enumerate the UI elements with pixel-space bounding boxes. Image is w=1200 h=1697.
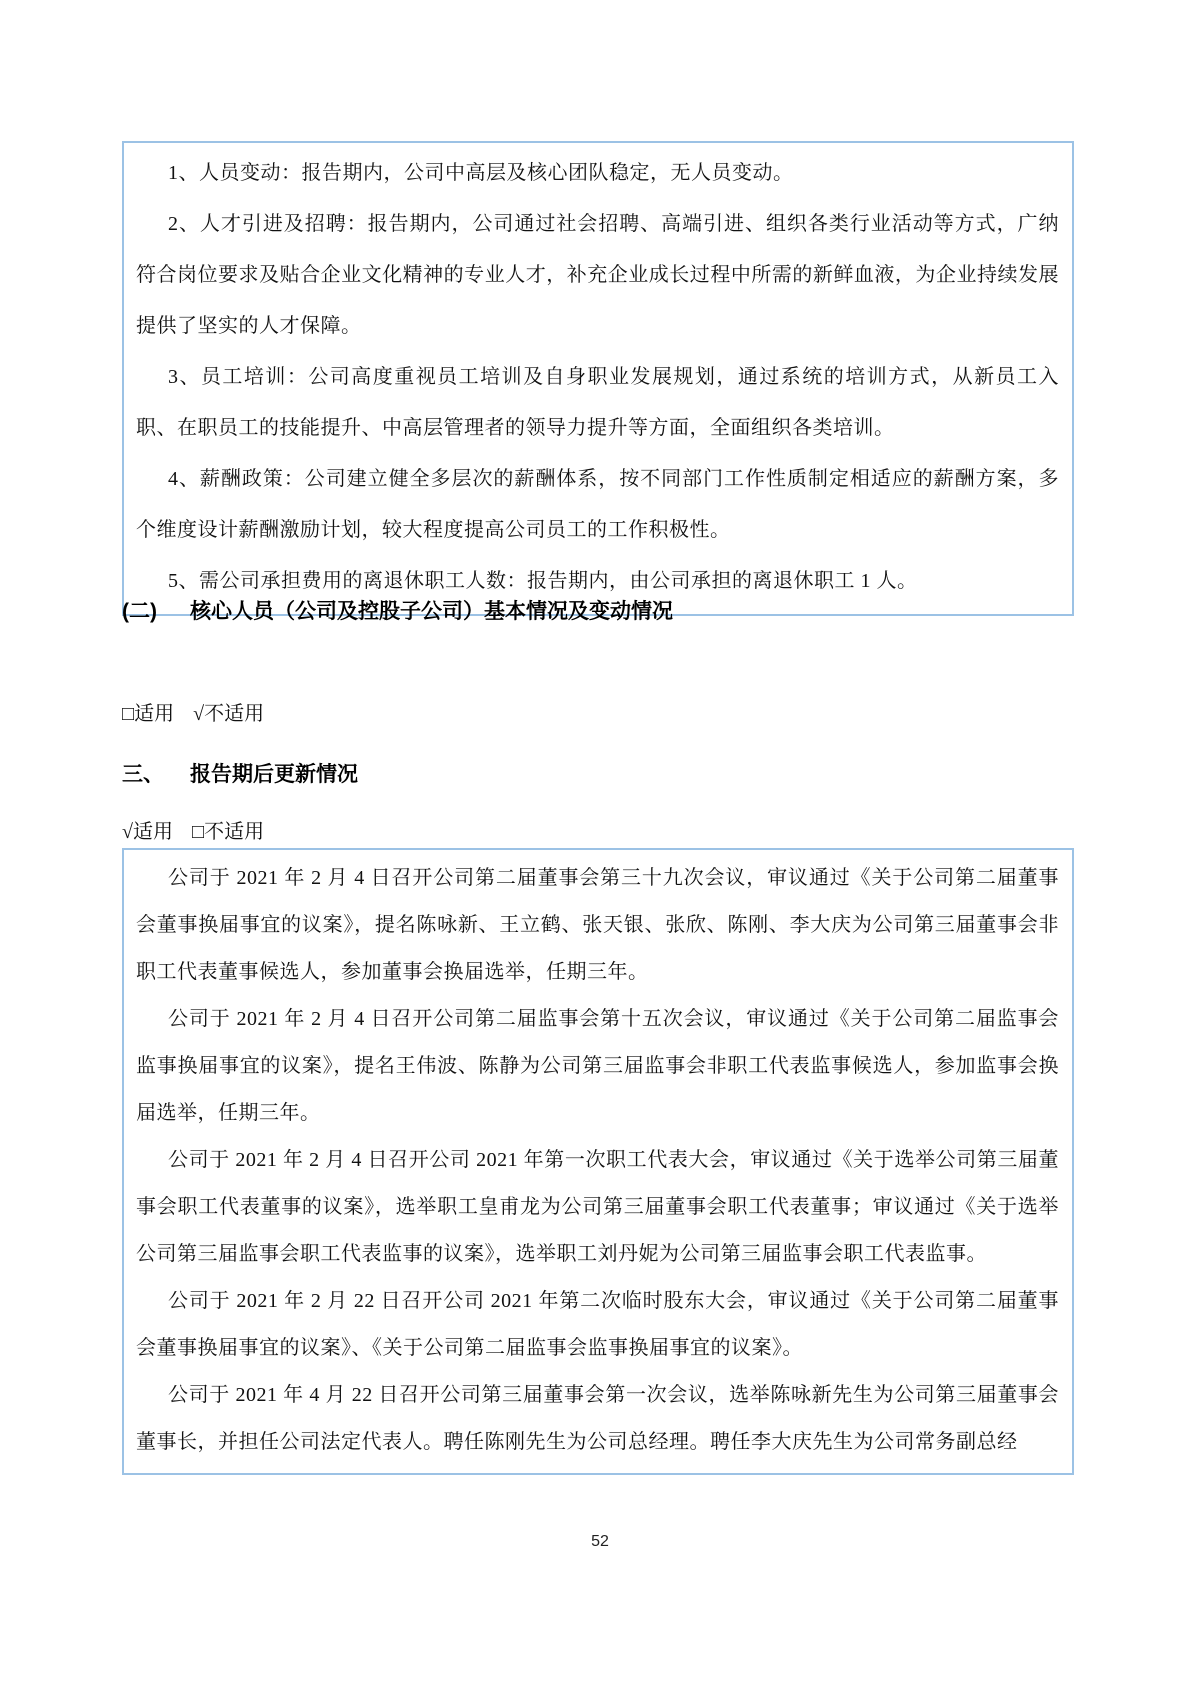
section-heading-core-personnel: [122, 595, 673, 625]
update-paragraph-2: 公司于 2021 年 2 月 4 日召开公司第二届监事会第十五次会议，审议通过《关于公司第二届监事会监事换届事宜的议案》，提名王伟波、陈静为公司第三届监事会非职工代表监事候选人，参加监事会换届选举，任期三年。: [136, 1008, 1059, 1124]
personnel-item-1: 1、人员变动：报告期内，公司中高层及核心团队稳定，无人员变动。: [168, 162, 794, 184]
update-paragraph-5: 公司于 2021 年 4 月 22 日召开公司第三届董事会第一次会议，选举陈咏新先生为公司第三届董事会董事长，并担任公司法定代表人。聘任陈刚先生为公司总经理。聘任李大庆先生为公司常务副总经: [136, 1384, 1059, 1453]
post-period-updates-box: [122, 848, 1074, 1475]
section-heading-post-period-updates: [122, 758, 358, 788]
applicable-checkbox-label: □适用: [122, 703, 175, 725]
section-title: 核心人员（公司及控股子公司）基本情况及变动情况: [190, 600, 673, 623]
not-applicable-checkbox-label: □不适用: [191, 821, 265, 843]
section-number: 三、: [122, 763, 164, 786]
update-paragraph-3: 公司于 2021 年 2 月 4 日召开公司 2021 年第一次职工代表大会，审议通过《关于选举公司第三届董事会职工代表董事的议案》，选举职工皇甫龙为公司第三届董事会职工代表董事；审议通过《关于选举公司第三届监事会职工代表监事的议案》，选举职工刘丹妮为公司第三届监事会职工代表监事。: [136, 1149, 1059, 1265]
section-title: 报告期后更新情况: [190, 763, 358, 786]
personnel-item-5: 5、需公司承担费用的离退休职工人数：报告期内，由公司承担的离退休职工 1 人。: [168, 570, 918, 592]
applicable-checkbox-label: √适用: [122, 821, 173, 843]
personnel-info-box: [122, 141, 1074, 616]
personnel-item-3: 3、员工培训：公司高度重视员工培训及自身职业发展规划，通过系统的培训方式，从新员工入职、在职员工的技能提升、中高层管理者的领导力提升等方面，全面组织各类培训。: [136, 366, 1059, 439]
section-number: (二): [122, 600, 157, 623]
not-applicable-checkbox-label: √不适用: [193, 703, 265, 725]
page-number: 52: [591, 1533, 609, 1550]
personnel-item-4: 4、薪酬政策：公司建立健全多层次的薪酬体系，按不同部门工作性质制定相适应的薪酬方案，多个维度设计薪酬激励计划，较大程度提高公司员工的工作积极性。: [136, 468, 1059, 541]
applicability-line-section2: [122, 697, 278, 726]
update-paragraph-1: 公司于 2021 年 2 月 4 日召开公司第二届董事会第三十九次会议，审议通过《关于公司第二届董事会董事换届事宜的议案》，提名陈咏新、王立鹤、张天银、张欣、陈刚、李大庆为公司第三届董事会非职工代表董事候选人，参加董事会换届选举，任期三年。: [136, 867, 1059, 983]
applicability-line-section3: [122, 815, 278, 844]
update-paragraph-4: 公司于 2021 年 2 月 22 日召开公司 2021 年第二次临时股东大会，审议通过《关于公司第二届董事会董事换届事宜的议案》、《关于公司第二届监事会监事换届事宜的议案》。: [136, 1290, 1059, 1359]
personnel-item-2: 2、人才引进及招聘：报告期内，公司通过社会招聘、高端引进、组织各类行业活动等方式，广纳符合岗位要求及贴合企业文化精神的专业人才，补充企业成长过程中所需的新鲜血液，为企业持续发展提供了坚实的人才保障。: [136, 213, 1059, 337]
